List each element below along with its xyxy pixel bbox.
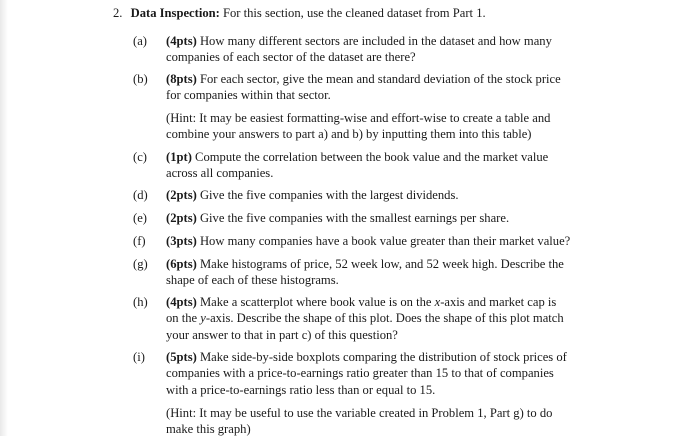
part-label: (i) xyxy=(133,350,145,364)
part-text-line: your answer to that in part c) of this question? xyxy=(166,327,398,342)
hint-line: combine your answers to part a) and b) by inputting them into this table) xyxy=(166,127,532,142)
part-text-line: shape of each of these histograms. xyxy=(166,273,339,288)
part-points: (2pts) xyxy=(166,211,197,225)
part-points: (3pts) xyxy=(166,234,197,248)
part-text-line: (6pts) Make histograms of price, 52 week low, and 52 week high. Describe the xyxy=(166,257,564,271)
part-text-line: (8pts) For each sector, give the mean and standard deviation of the stock price xyxy=(166,72,561,86)
question-number: 2. xyxy=(113,6,123,20)
part-label: (h) xyxy=(133,295,148,309)
part-i xyxy=(133,349,603,398)
part-label: (e) xyxy=(133,211,147,225)
part-points: (4pts) xyxy=(166,295,197,309)
part-points: (2pts) xyxy=(166,188,197,202)
part-h xyxy=(133,294,603,343)
part-b xyxy=(133,71,603,104)
part-text-line: for companies within that sector. xyxy=(166,88,331,103)
question-title: Data Inspection: xyxy=(130,6,220,20)
hint-line: make this graph) xyxy=(166,422,251,437)
part-d xyxy=(133,187,603,203)
part-points: (1pt) xyxy=(166,150,192,164)
part-text-line: (2pts) Give the five companies with the largest dividends. xyxy=(166,188,459,202)
question-intro: For this section, use the cleaned dataset from Part 1. xyxy=(222,6,486,20)
part-b-hint xyxy=(133,110,603,143)
part-text-line: (4pts) How many different sectors are included in the dataset and how many xyxy=(166,34,552,48)
part-text-line: (4pts) Make a scatterplot where book value is on the x-axis and market cap is xyxy=(166,295,557,309)
hint-line: (Hint: It may be easiest formatting-wise and effort-wise to create a table and xyxy=(166,111,551,125)
part-label: (c) xyxy=(133,150,147,164)
hint-line: (Hint: It may be useful to use the variable created in Problem 1, Part g) to do xyxy=(166,406,553,420)
part-i-hint xyxy=(133,405,603,438)
part-points: (4pts) xyxy=(166,34,197,48)
part-g xyxy=(133,256,603,289)
part-e xyxy=(133,210,603,226)
part-f xyxy=(133,233,603,249)
part-text-line: on the y-axis. Describe the shape of this plot. Does the shape of this plot match xyxy=(166,311,564,326)
part-points: (5pts) xyxy=(166,350,197,364)
question-heading xyxy=(113,5,486,21)
part-text-line: (2pts) Give the five companies with the smallest earnings per share. xyxy=(166,211,510,225)
part-text-line: across all companies. xyxy=(166,166,274,181)
part-text-line: companies with a price-to-earnings ratio greater than 15 to that of companies xyxy=(166,366,554,381)
part-text-line: companies of each sector of the dataset are there? xyxy=(166,50,416,65)
part-label: (g) xyxy=(133,257,148,271)
part-label: (f) xyxy=(133,234,146,248)
part-points: (8pts) xyxy=(166,72,197,86)
part-label: (b) xyxy=(133,72,148,86)
part-c xyxy=(133,149,603,182)
part-label: (a) xyxy=(133,34,147,48)
part-points: (6pts) xyxy=(166,257,197,271)
part-text-line: with a price-to-earnings ratio less than or equal to 15. xyxy=(166,382,436,397)
page-edge-shadow xyxy=(0,0,8,436)
part-text-line: (3pts) How many companies have a book value greater than their market value? xyxy=(166,234,571,248)
part-label: (d) xyxy=(133,188,148,202)
part-text-line: (1pt) Compute the correlation between the book value and the market value xyxy=(166,150,549,164)
part-text-line: (5pts) Make side-by-side boxplots comparing the distribution of stock prices of xyxy=(166,350,567,364)
part-a xyxy=(133,33,603,66)
